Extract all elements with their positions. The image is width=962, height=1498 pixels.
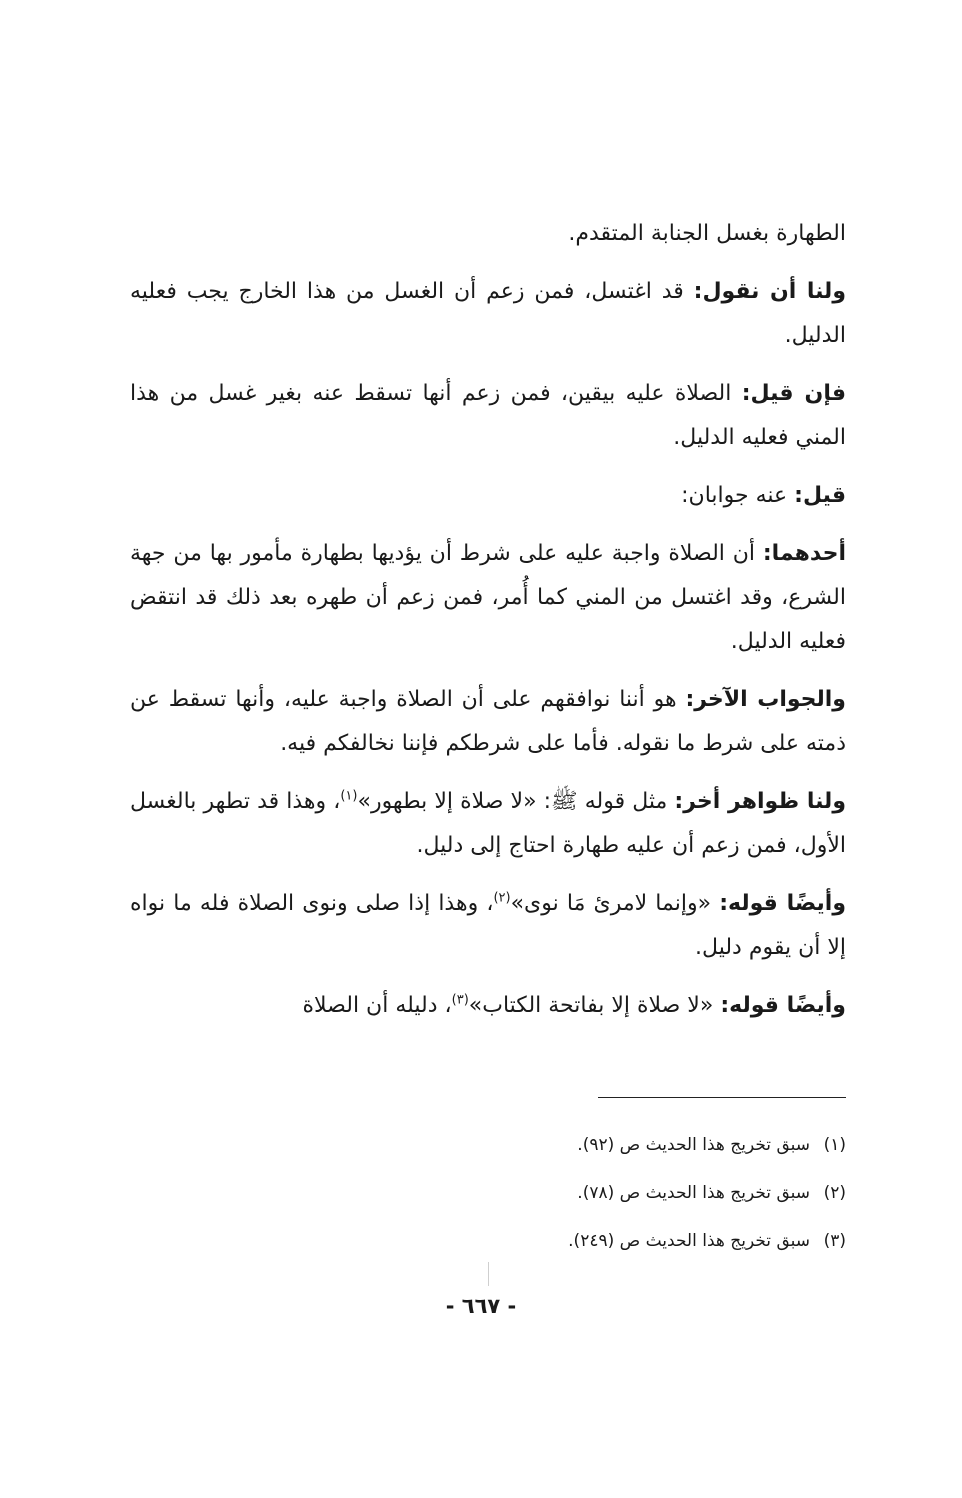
paragraph-text: «وإنما لامرئ مَا نوى» bbox=[510, 891, 720, 916]
paragraph-lead: ولنا ظواهر أخر: bbox=[674, 789, 846, 814]
paragraph-2 bbox=[130, 270, 846, 358]
paragraph-text: عنه جوابان: bbox=[681, 483, 795, 508]
paragraph-9 bbox=[130, 984, 846, 1028]
paragraph-text: الصلاة عليه بيقين، فمن زعم أنها تسقط عنه بغير غسل من هذا المني فعليه الدليل. bbox=[130, 381, 846, 450]
scan-mark bbox=[488, 1262, 489, 1286]
paragraph-text: «لا صلاة إلا بفاتحة الكتاب» bbox=[468, 993, 721, 1018]
paragraph-lead: قيل: bbox=[794, 483, 846, 508]
paragraph-lead: فإن قيل: bbox=[741, 381, 846, 406]
paragraph-lead: ولنا أن نقول: bbox=[693, 279, 846, 304]
paragraph-8 bbox=[130, 882, 846, 970]
paragraph-3 bbox=[130, 372, 846, 460]
footnote-text: سبق تخريج هذا الحديث ص (٧٨). bbox=[577, 1183, 810, 1203]
footnote-separator bbox=[598, 1097, 846, 1098]
paragraph-tail: ، دليله أن الصلاة bbox=[302, 993, 452, 1018]
paragraph-4 bbox=[130, 474, 846, 518]
paragraph-lead: أحدهما: bbox=[762, 541, 846, 566]
paragraph-text: أن الصلاة واجبة عليه على شرط أن يؤديها بطهارة مأمور بها من جهة الشرع، وقد اغتسل من المني كما أُمر، فمن زعم أن طهره بعد ذلك قد انتقض فعليه الدليل. bbox=[130, 541, 846, 654]
footnote-text: سبق تخريج هذا الحديث ص (٩٢). bbox=[577, 1135, 810, 1155]
footnote-3 bbox=[300, 1229, 846, 1277]
footnote-number: (٢) bbox=[823, 1183, 846, 1203]
paragraph-text: مثل قوله ﷺ: «لا صلاة إلا بطهور» bbox=[357, 789, 675, 814]
footnote-2 bbox=[300, 1181, 846, 1229]
paragraph-5 bbox=[130, 532, 846, 664]
page-number: - ٦٦٧ - bbox=[445, 1294, 517, 1318]
paragraph-text: قد اغتسل، فمن زعم أن الغسل من هذا الخارج يجب فعليه الدليل. bbox=[130, 279, 846, 348]
paragraph-6 bbox=[130, 678, 846, 766]
paragraph-7 bbox=[130, 780, 846, 868]
paragraph-1 bbox=[130, 212, 846, 256]
footnote-number: (١) bbox=[823, 1135, 846, 1155]
paragraph-lead: وأيضًا قوله: bbox=[719, 891, 846, 916]
footnote-ref: (٣) bbox=[451, 992, 469, 1008]
main-text bbox=[130, 212, 846, 1042]
paragraph-lead: وأيضًا قوله: bbox=[720, 993, 846, 1018]
paragraph-tail: ، وهذا إذا صلى ونوى الصلاة فله ما نواه إلا أن يقوم دليل. bbox=[130, 891, 846, 960]
footnote-number: (٣) bbox=[823, 1231, 846, 1251]
paragraph-text: الطهارة بغسل الجنابة المتقدم. bbox=[568, 221, 846, 246]
paragraph-lead: والجواب الآخر: bbox=[685, 687, 846, 712]
footnote-ref: (٢) bbox=[493, 890, 511, 906]
paragraph-tail: ، وهذا قد تطهر بالغسل الأول، فمن زعم أن عليه طهارة احتاج إلى دليل. bbox=[130, 789, 846, 858]
footnote-ref: (١) bbox=[340, 788, 358, 804]
footnote-1 bbox=[300, 1133, 846, 1181]
footnote-text: سبق تخريج هذا الحديث ص (٢٤٩). bbox=[568, 1231, 810, 1251]
paragraph-text: هو أننا نوافقهم على أن الصلاة واجبة عليه، وأنها تسقط عن ذمته على شرط ما نقوله. فأما على شرطكم فإننا نخالفكم فيه. bbox=[130, 687, 846, 756]
footnotes bbox=[300, 1133, 846, 1277]
